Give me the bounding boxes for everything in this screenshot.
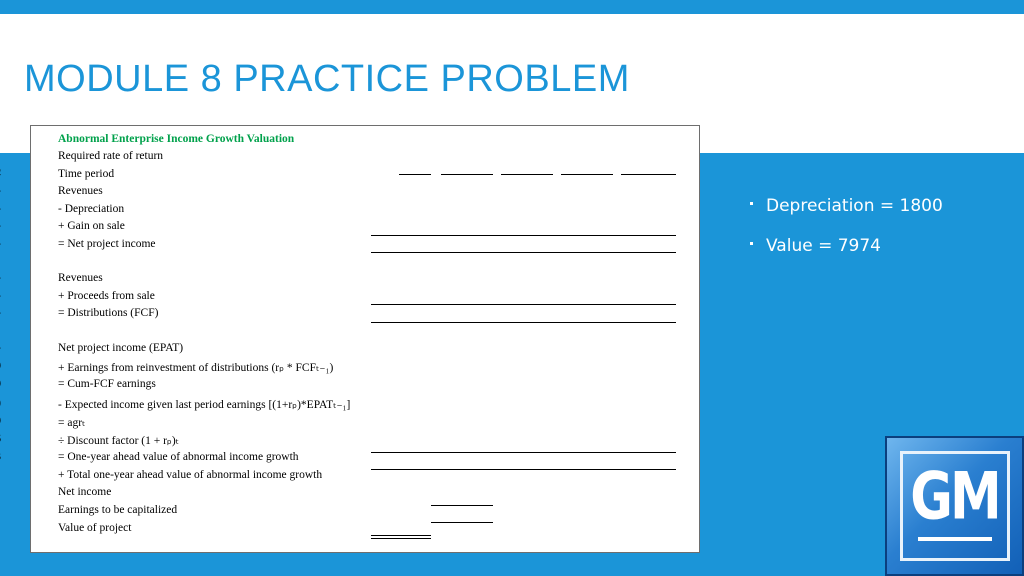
rule — [371, 535, 431, 536]
rule — [561, 174, 613, 175]
row-label: + Proceeds from sale — [58, 290, 155, 302]
cell-col-4 — [0, 397, 1, 409]
rule — [371, 538, 431, 539]
valuation-table — [30, 125, 700, 553]
row-label: Required rate of return — [58, 150, 164, 162]
bullet-list — [750, 196, 943, 276]
bullet-text: Value = 7974 — [766, 236, 881, 256]
row-label: = Net project income — [58, 238, 156, 250]
cell-col-4 — [0, 203, 1, 215]
cell-col-4 — [0, 451, 1, 463]
row-label: + Gain on sale — [58, 220, 125, 232]
row-label: + Earnings from reinvestment of distributions (rₚ * FCFₜ₋₁) — [58, 362, 334, 374]
rule — [371, 322, 676, 323]
rule — [431, 522, 493, 523]
cell-col-4 — [0, 307, 1, 319]
gm-logo — [885, 436, 1024, 576]
cell-col-4 — [0, 168, 1, 180]
gm-logo-underline — [918, 537, 992, 541]
cell-col-4 — [0, 342, 1, 354]
cell-col-4 — [0, 185, 1, 197]
bullet-dot-icon — [750, 202, 753, 205]
row-label: Time period — [58, 168, 115, 180]
cell-col-4 — [0, 378, 1, 390]
cell-col-4 — [0, 360, 1, 372]
bullet-item — [750, 196, 943, 236]
row-label: + Total one-year ahead value of abnormal income growth — [58, 469, 323, 481]
rule — [441, 174, 493, 175]
cell-col-4 — [0, 238, 1, 250]
row-label: Earnings to be capitalized — [58, 504, 178, 516]
rule — [431, 505, 493, 506]
rule — [371, 452, 676, 453]
row-label: Net income — [58, 486, 112, 498]
bullet-dot-icon — [750, 242, 753, 245]
cell-col-4 — [0, 220, 1, 232]
rule — [371, 252, 676, 253]
rule — [399, 174, 431, 175]
bullet-item — [750, 236, 943, 276]
row-label: = Distributions (FCF) — [58, 307, 159, 319]
cell-col-4 — [0, 272, 1, 284]
gm-logo-frame — [900, 451, 1010, 561]
table-heading: Abnormal Enterprise Income Growth Valuation — [58, 133, 295, 145]
rule — [621, 174, 676, 175]
row-label: = One-year ahead value of abnormal income growth — [58, 451, 299, 463]
row-label: = agrₜ — [58, 417, 86, 429]
rule — [501, 174, 553, 175]
slide-title: MODULE 8 PRACTICE PROBLEM — [24, 58, 630, 100]
rule — [371, 304, 676, 305]
row-label: Revenues — [58, 272, 103, 284]
cell-col-4 — [0, 290, 1, 302]
row-label: - Depreciation — [58, 203, 125, 215]
row-label: ÷ Discount factor (1 + rₚ)ₜ — [58, 435, 180, 447]
gm-logo-text: GM — [910, 459, 999, 535]
top-accent-bar — [0, 0, 1024, 14]
row-label: Net project income (EPAT) — [58, 342, 184, 354]
bullet-text: Depreciation = 1800 — [766, 196, 943, 216]
cell-col-4 — [0, 415, 1, 427]
row-label: - Expected income given last period earnings [(1+rₚ)*EPATₜ₋₁] — [58, 399, 351, 411]
rule — [371, 469, 676, 470]
row-label: Revenues — [58, 185, 103, 197]
cell-col-4 — [0, 433, 1, 445]
row-label: = Cum-FCF earnings — [58, 378, 156, 390]
row-label: Value of project — [58, 522, 132, 534]
rule — [371, 235, 676, 236]
